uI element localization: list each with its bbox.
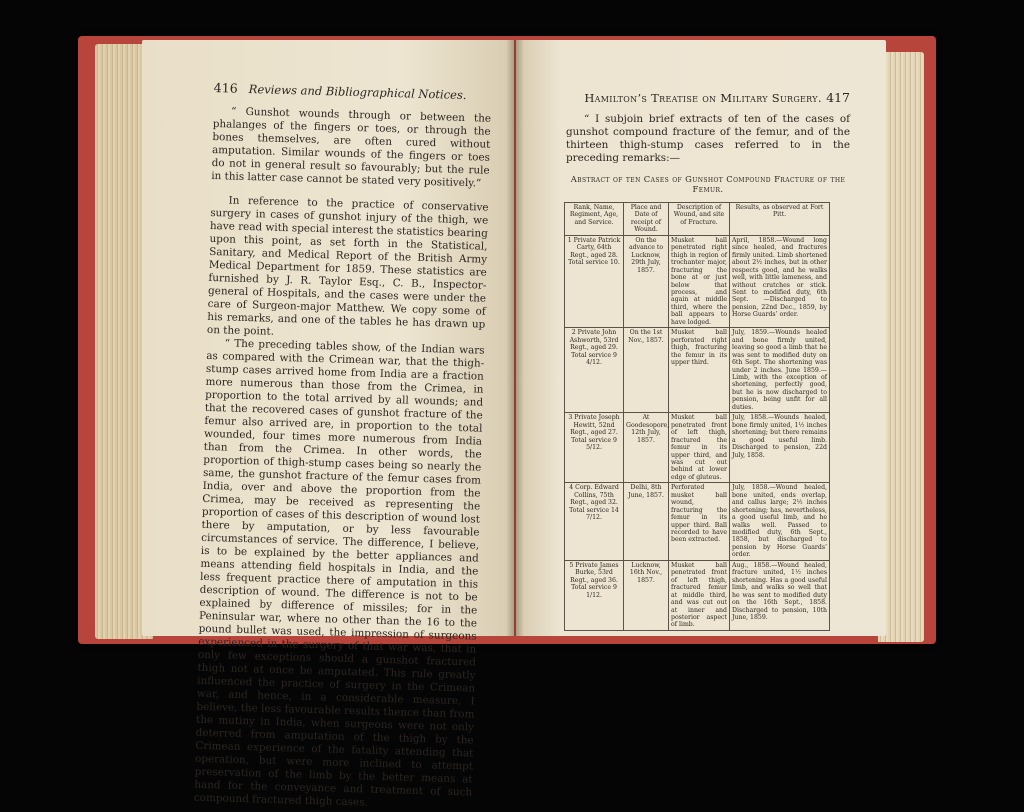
cell-result: April, 1858.—Wound long since healed, and fractures firmly united. Limb shortened about 2½ inches, but in other respects good, and he walks well, with little lameness, and without crutches or stick. Sent to modified duty, 6th Sept. —Discharged to pension, 22nd Dec., 1859, by Horse Guards’ order. bbox=[730, 235, 830, 327]
table-row bbox=[565, 483, 830, 561]
table-row bbox=[565, 235, 830, 327]
cell-rank: 2 Private John Ashworth, 53rd Regt., aged 29. Total service 9 4/12. bbox=[565, 328, 624, 413]
left-page-content bbox=[194, 80, 492, 812]
cell-result: July, 1859.—Wounds healed and bone firmly united, leaving so good a limb that he was sent to modified duty on 6th Sept. The shortening was under 2 inches. June 1859.—Limb, with the exception of shortening, perfectly good, but he is now discharged to pension, being unfit for all duties. bbox=[730, 328, 830, 413]
table-row bbox=[565, 560, 830, 630]
column-header: Place and Date of receipt of Wound. bbox=[624, 203, 669, 236]
right-page bbox=[516, 40, 886, 636]
cell-result: July, 1858.—Wounds healed, bone firmly united, 1½ inches shortening; but there remains a good useful limb. Discharged to pension, 22d July, 1858. bbox=[730, 413, 830, 483]
cell-rank: 5 Private James Burke, 53rd Regt., aged 36. Total service 9 1/12. bbox=[565, 560, 624, 630]
cell-place: Lucknow, 16th Nov., 1857. bbox=[624, 560, 669, 630]
cases-table bbox=[564, 202, 830, 631]
cell-description: Musket ball perforated right thigh, fracturing the femur in its upper third. bbox=[669, 328, 730, 413]
right-page-content bbox=[566, 90, 850, 631]
running-head-title: Hamilton’s Treatise on Military Surgery. bbox=[584, 91, 822, 105]
column-header: Results, as observed at Fort Pitt. bbox=[730, 203, 830, 236]
table-header-row bbox=[565, 203, 830, 236]
table-row bbox=[565, 328, 830, 413]
cell-description: Musket ball penetrated front of left thigh, fractured the femur in its upper third, and was cut out behind at lower edge of gluteus. bbox=[669, 413, 730, 483]
running-head-title: Reviews and Bibliographical Notices. bbox=[248, 81, 467, 103]
cell-place: At Goodesopore, 12th July, 1857. bbox=[624, 413, 669, 483]
cell-result: Aug., 1858.—Wound healed, fracture united, 1½ inches shortening. Has a good useful limb, and walks so well that he was sent to modified duty on the 16th Sept., 1858. Discharged to pension, 10th June, 1859. bbox=[730, 560, 830, 630]
cell-place: On the 1st Nov., 1857. bbox=[624, 328, 669, 413]
cell-place: On the advance to Lucknow, 29th July, 1857. bbox=[624, 235, 669, 327]
table-row bbox=[565, 413, 830, 483]
column-header: Rank, Name, Regiment, Age, and Service. bbox=[565, 203, 624, 236]
right-running-head bbox=[566, 90, 850, 105]
paragraph: “ The preceding tables show, of the Indian wars as compared with the Crimean war, that the thigh-stump cases arrived home from India are a fraction more numerous than those from the Crimea, in proportion to the total arrived by all wounds; and that the recovered cases of gunshot fracture of the femur also arrived are, in proportion to the total wounded, four times more numerous from India than from the Crimea. In other words, the proportion of thigh-stump cases being so nearly the same, the gunshot fracture of the femur cases from India, over and above the proportion from the Crimea, may be received as representing the proportion of cases of this description of wound lost there by amputation, or by less favourable circumstances of service. The difference, I believe, is to be explained by the better appliances and means attending field hospitals in India, and the less frequent practice there of amputation in this description of wound. The difference is not to be explained by difference of missiles; for in the Peninsular war, where no other than the 16 to the pound bullet was used, the impression of surgeons experienced in the surgery of that war was, that in only few exceptions should a gunshot fractured thigh not at once be amputated. This rule greatly influenced the practice of surgery in the Crimean war, and hence, in a considerable measure, I believe, the less favourable results thence than from the mutiny in India, when surgeons were not only deterred from amputation of the thigh by the Crimean experience of the fatality attending that operation, but were more inclined to attempt preservation of the limb by the better means at hand for the conveyance and treatment of such compound fractured thigh cases. bbox=[193, 337, 485, 809]
table-caption: Abstract of ten Cases of Gunshot Compound Fracture of the Femur. bbox=[570, 174, 846, 194]
intro-paragraph: “ I subjoin brief extracts of ten of the cases of gunshot compound fracture of the femur, and of the thirteen thigh-stump cases referred to in the preceding remarks:— bbox=[566, 113, 850, 164]
cell-description: Perforated musket ball wound, fracturing the femur in its upper third. Ball recorded to have been extracted. bbox=[669, 483, 730, 561]
left-page bbox=[142, 40, 514, 809]
cell-description: Musket ball penetrated front of left thigh, fractured femur at middle third, and was cut out at inner and posterior aspect of limb. bbox=[669, 560, 730, 630]
cell-result: July, 1858.—Wound healed, bone united, ends overlap, and callus large; 2½ inches shortening; has, nevertheless, a good useful limb, and he walks well. Passed to modified duty, 6th Sept., 1858, but discharged to pension by Horse Guards’ order. bbox=[730, 483, 830, 561]
page-number: 416 bbox=[213, 80, 238, 96]
paragraph: “ Gunshot wounds through or between the phalanges of the fingers or toes, or through the bones themselves, are often cured without amputation. Similar wounds of the fingers or toes do not in general result so favourably; but the rule in this latter case cannot be stated very positively.” bbox=[211, 105, 492, 190]
page-number: 417 bbox=[826, 90, 850, 105]
cell-rank: 1 Private Patrick Carty, 64th Regt., aged 28. Total service 10. bbox=[565, 235, 624, 327]
cell-rank: 4 Corp. Edward Collins, 75th Regt., aged 32. Total service 14 7/12. bbox=[565, 483, 624, 561]
cell-description: Musket ball penetrated right thigh in region of trochanter major, fracturing the bone at or just below that process, and again at middle third, where the ball appears to have lodged. bbox=[669, 235, 730, 327]
paragraph: In reference to the practice of conservative surgery in cases of gunshot injury of the thigh, we have read with special interest the statistics bearing upon this point, as set forth in the Statistical, Sanitary, and Medical Report of the British Army Medical Department for 1859. These statistics are furnished by J. R. Taylor Esq., C. B., Inspector-general of Hospitals, and the cases were under the care of Surgeon-major Matthew. We copy some of his remarks, and one of the tables he has drawn up on the point. bbox=[206, 194, 489, 338]
cell-place: Delhi, 8th June, 1857. bbox=[624, 483, 669, 561]
cell-rank: 3 Private Joseph Hewitt, 52nd Regt., aged 27. Total service 9 5/12. bbox=[565, 413, 624, 483]
book-gutter bbox=[506, 40, 524, 636]
column-header: Description of Wound, and site of Fracture. bbox=[669, 203, 730, 236]
